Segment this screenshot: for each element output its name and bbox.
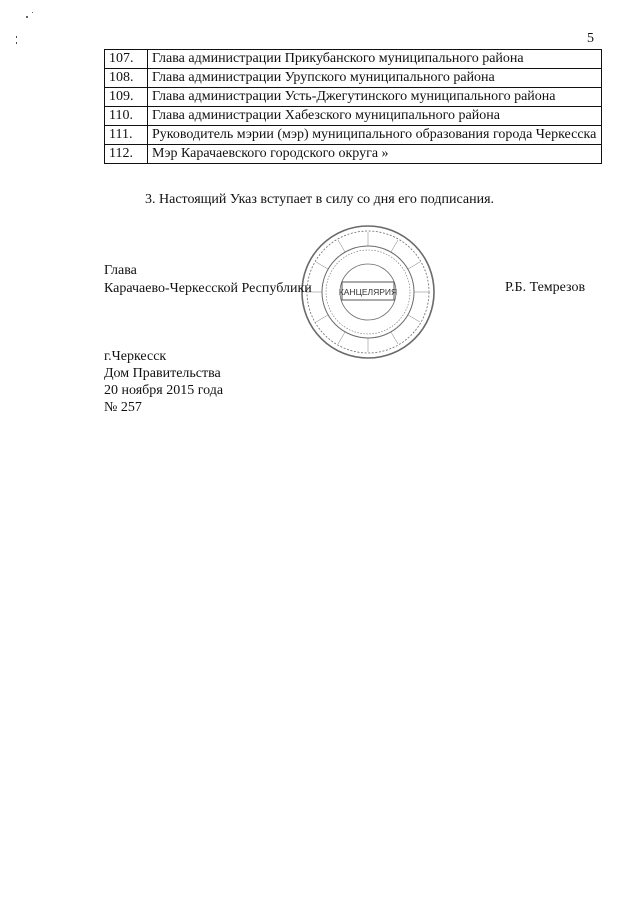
row-number: 110. [105,107,148,126]
table-row [105,69,602,88]
table-row [105,107,602,126]
row-text: Руководитель мэрии (мэр) муниципального образования города Черкесска [148,126,602,145]
scan-specks [14,8,44,48]
official-seal [298,222,438,362]
signatory-title [104,262,312,298]
building: Дом Правительства [104,366,221,381]
row-number: 108. [105,69,148,88]
row-number: 107. [105,50,148,69]
date: 20 ноября 2015 года [104,383,224,398]
clause-3: 3. Настоящий Указ вступает в силу со дня его подписания. [145,192,495,207]
table-row [105,145,602,164]
row-number: 111. [105,126,148,145]
table-row [105,126,602,145]
signatory-title-line2: Карачаево-Черкесской Республики [104,281,312,296]
place-and-date-block [104,348,223,416]
city: г.Черкесск [104,349,167,364]
row-text: Глава администрации Усть-Джегутинского муниципального района [148,88,602,107]
row-number: 112. [105,145,148,164]
decree-number: № 257 [104,400,142,415]
row-text: Глава администрации Урупского муниципального района [148,69,602,88]
signatory-title-line1: Глава [104,263,137,278]
row-number: 109. [105,88,148,107]
row-text: Глава администрации Хабезского муниципального района [148,107,602,126]
row-text: Глава администрации Прикубанского муниципального района [148,50,602,69]
table-row [105,50,602,69]
seal-center-text: КАНЦЕЛЯРИЯ [338,287,398,297]
officials-table [104,49,602,164]
table-row [105,88,602,107]
signatory-name: Р.Б. Темрезов [505,280,586,295]
page-number: 5 [587,31,594,46]
row-text: Мэр Карачаевского городского округа » [148,145,602,164]
